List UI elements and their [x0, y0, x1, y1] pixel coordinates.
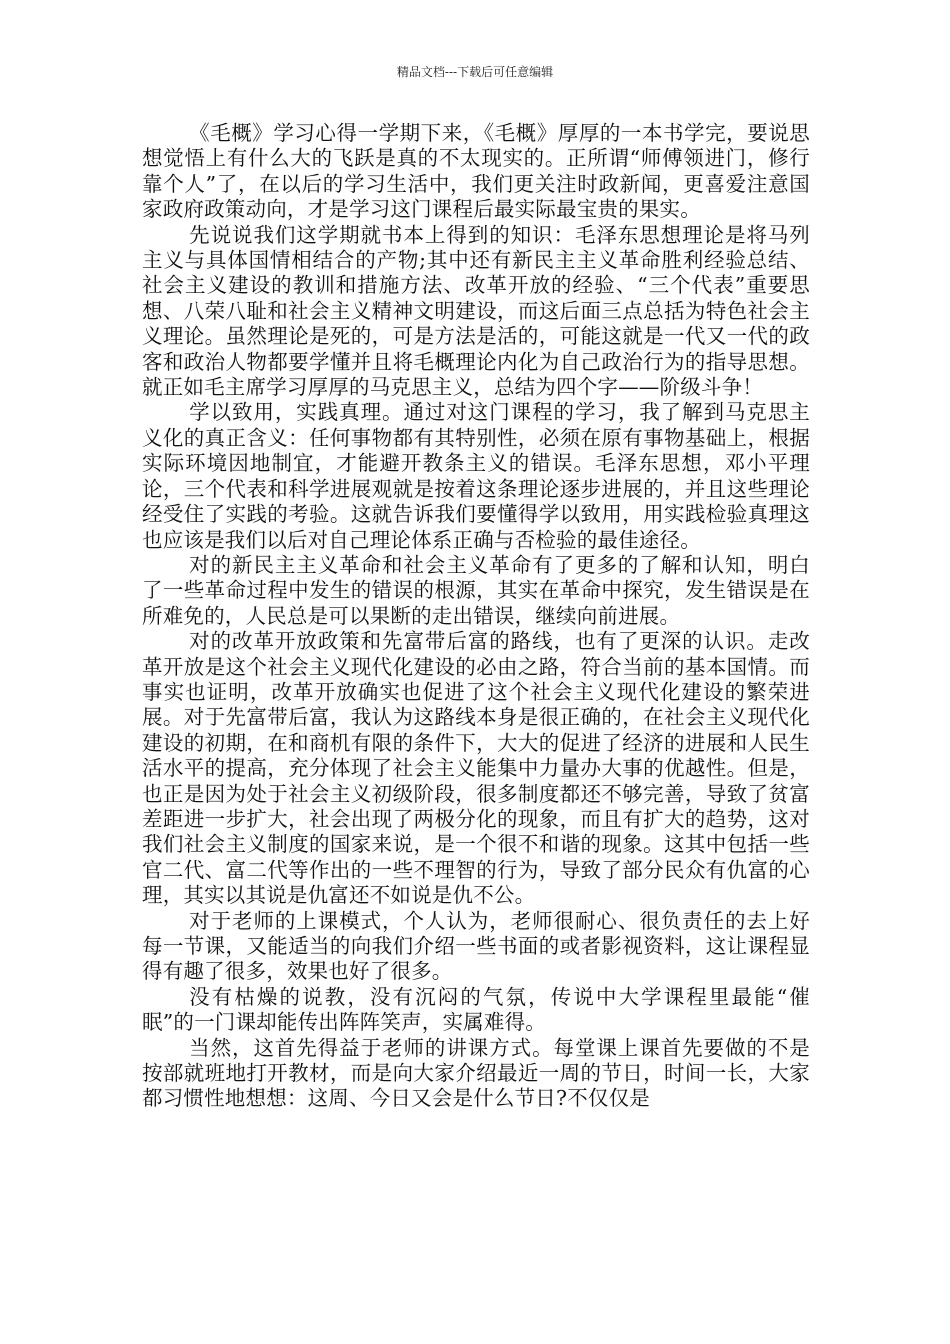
paragraph-reform: 对的改革开放政策和先富带后富的路线，也有了更深的认识。走改革开放是这个社会主义现代化建设的必由之路，符合当前的基本国情。而事实也证明，改革开放确实也促进了这个社会主义现代化建设的繁荣进展。对于先富带后富，我认为这路线本身是很正确的，在社会主义现代化建设的初期，在和商机有限的条件下，大大的促进了经济的进展和人民生活水平的提高，充分体现了社会主义能集中力量办大事的优越性。但是，也正是因为处于社会主义初级阶段，很多制度都还不够完善，导致了贫富差距进一步扩大，社会出现了两极分化的现象，而且有扩大的趋势，这对我们社会主义制度的国家来说，是一个很不和谐的现象。这其中包括一些官二代、富二代等作出的一些不理智的行为，导致了部分民众有仇富的心理，其实以其说是仇富还不如说是仇不公。 [142, 629, 810, 908]
paragraph-knowledge: 先说说我们这学期就书本上得到的知识：毛泽东思想理论是将马列主义与具体国情相结合的产物;其中还有新民主主义革命胜利经验总结、社会主义建设的教训和措施方法、改革开放的经验、“三个代表”重要思想、八荣八耻和社会主义精神文明建设，而这后面三点总括为特色社会主义理论。虽然理论是死的，可是方法是活的，可能这就是一代又一代的政客和政治人物都要学懂并且将毛概理论内化为自己政治行为的指导思想。就正如毛主席学习厚厚的马克思主义，总结为四个字——阶级斗争！ [142, 222, 810, 400]
paragraph-intro: 《毛概》学习心得一学期下来，《毛概》厚厚的一本书学完，要说思想觉悟上有什么大的飞跃是真的不太现实的。正所谓“师傅领进门，修行靠个人”了，在以后的学习生活中，我们更关注时政新闻，更喜爱注意国家政府政策动向，才是学习这门课程后最实际最宝贵的果实。 [142, 121, 810, 222]
paragraph-revolution: 对的新民主主义革命和社会主义革命有了更多的了解和认知，明白了一些革命过程中发生的错误的根源，其实在革命中探究，发生错误是在所难免的，人民总是可以果断的走出错误，继续向前进展。 [142, 552, 810, 628]
page-header: 精品文档---下载后可任意编辑 [396, 65, 554, 79]
paragraph-atmosphere: 没有枯燥的说教，没有沉闷的气氛，传说中大学课程里最能“催眠”的一门课却能传出阵阵笑声，实属难得。 [142, 984, 810, 1035]
paragraph-practice: 学以致用，实践真理。通过对这门课程的学习，我了解到马克思主义化的真正含义：任何事物都有其特别性，必须在原有事物基础上，根据实际环境因地制宜，才能避开教条主义的错误。毛泽东思想，邓小平理论，三个代表和科学进展观就是按着这条理论逐步进展的，并且这些理论经受住了实践的考验。这就告诉我们要懂得学以致用，用实践检验真理这也应该是我们以后对自己理论体系正确与否检验的最佳途径。 [142, 400, 810, 552]
paragraph-teaching-method: 当然，这首先得益于老师的讲课方式。每堂课上课首先要做的不是按部就班地打开教材，而是向大家介绍最近一周的节日，时间一长，大家都习惯性地想想：这周、今日又会是什么节日?不仅仅是 [142, 1035, 810, 1111]
document-body [142, 121, 810, 1112]
paragraph-teaching-mode: 对于老师的上课模式，个人认为，老师很耐心、很负责任的去上好每一节课，又能适当的向我们介绍一些书面的或者影视资料，这让课程显得有趣了很多，效果也好了很多。 [142, 908, 810, 984]
